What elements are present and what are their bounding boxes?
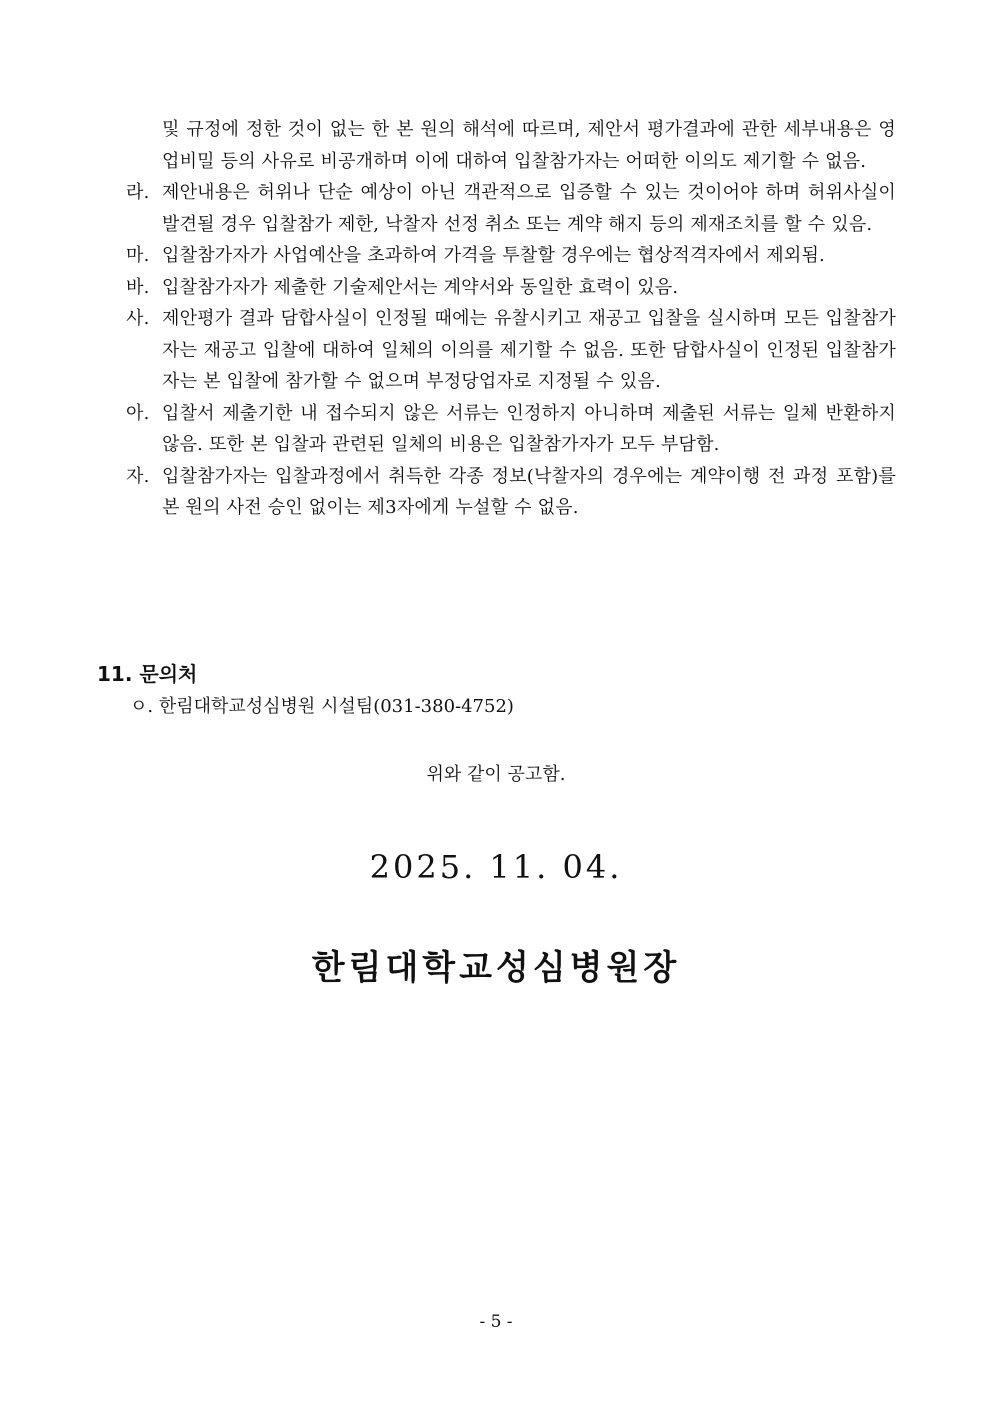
- item-text: 제안내용은 허위나 단순 예상이 아닌 객관적으로 입증할 수 있는 것이어야 하며 허위사실이 발견될 경우 입찰참가 제한, 낙찰자 선정 취소 또는 계약 해지 등의 제재조치를 할 수 있음.: [162, 182, 896, 235]
- continuation-paragraph: [126, 114, 896, 177]
- continuation-text: 및 규정에 정한 것이 없는 한 본 원의 해석에 따르며, 제안서 평가결과에 관한 세부내용은 영업비밀 등의 사유로 비공개하며 이에 대하여 입찰참가자는 어떠한 이의도 제기할 수 없음.: [162, 119, 896, 172]
- contact-line: ㅇ. 한림대학교성심병원 시설팀(031-380-4752): [130, 696, 514, 717]
- item-text: 입찰참가자가 제출한 기술제안서는 계약서와 동일한 효력이 있음.: [162, 276, 679, 298]
- notice-date: 2025. 11. 04.: [369, 848, 623, 886]
- item-text: 제안평가 결과 담합사실이 인정될 때에는 유찰시키고 재공고 입찰을 실시하며 모든 입찰참가자는 재공고 입찰에 대하여 일체의 이의를 제기할 수 없음. 또한 담합사실이 인정된 입찰참가자는 본 입찰에 참가할 수 없으며 부정당업자로 지정될 수 있음.: [162, 308, 896, 392]
- list-item: [126, 240, 896, 272]
- closing-statement: 위와 같이 공고함.: [426, 764, 566, 785]
- item-text: 입찰참가자는 입찰과정에서 취득한 각종 정보(낙찰자의 경우에는 계약이행 전 과정 포함)를 본 원의 사전 승인 없이는 제3자에게 누설할 수 없음.: [162, 465, 896, 518]
- page-number: - 5 -: [479, 1312, 513, 1332]
- item-marker: 사.: [126, 308, 150, 329]
- item-marker: 아.: [126, 402, 150, 424]
- list-item: [126, 303, 896, 398]
- issuer-signature: 한림대학교성심병원장: [311, 948, 681, 988]
- list-item: [126, 272, 896, 304]
- item-marker: 자.: [126, 465, 150, 487]
- list-item: [126, 177, 896, 240]
- list-item: [126, 461, 896, 524]
- notice-items: [126, 114, 896, 524]
- item-text: 입찰참가자가 사업예산을 초과하여 가격을 투찰할 경우에는 협상적격자에서 제외됨.: [162, 245, 825, 266]
- item-marker: 바.: [126, 276, 150, 298]
- section-heading: 11. 문의처: [97, 662, 198, 686]
- list-item: [126, 398, 896, 461]
- item-marker: 마.: [126, 245, 150, 266]
- item-marker: 라.: [126, 182, 150, 203]
- item-text: 입찰서 제출기한 내 접수되지 않은 서류는 인정하지 아니하며 제출된 서류는 일체 반환하지 않음. 또한 본 입찰과 관련된 일체의 비용은 입찰참가자가 모두 부담함.: [162, 402, 896, 455]
